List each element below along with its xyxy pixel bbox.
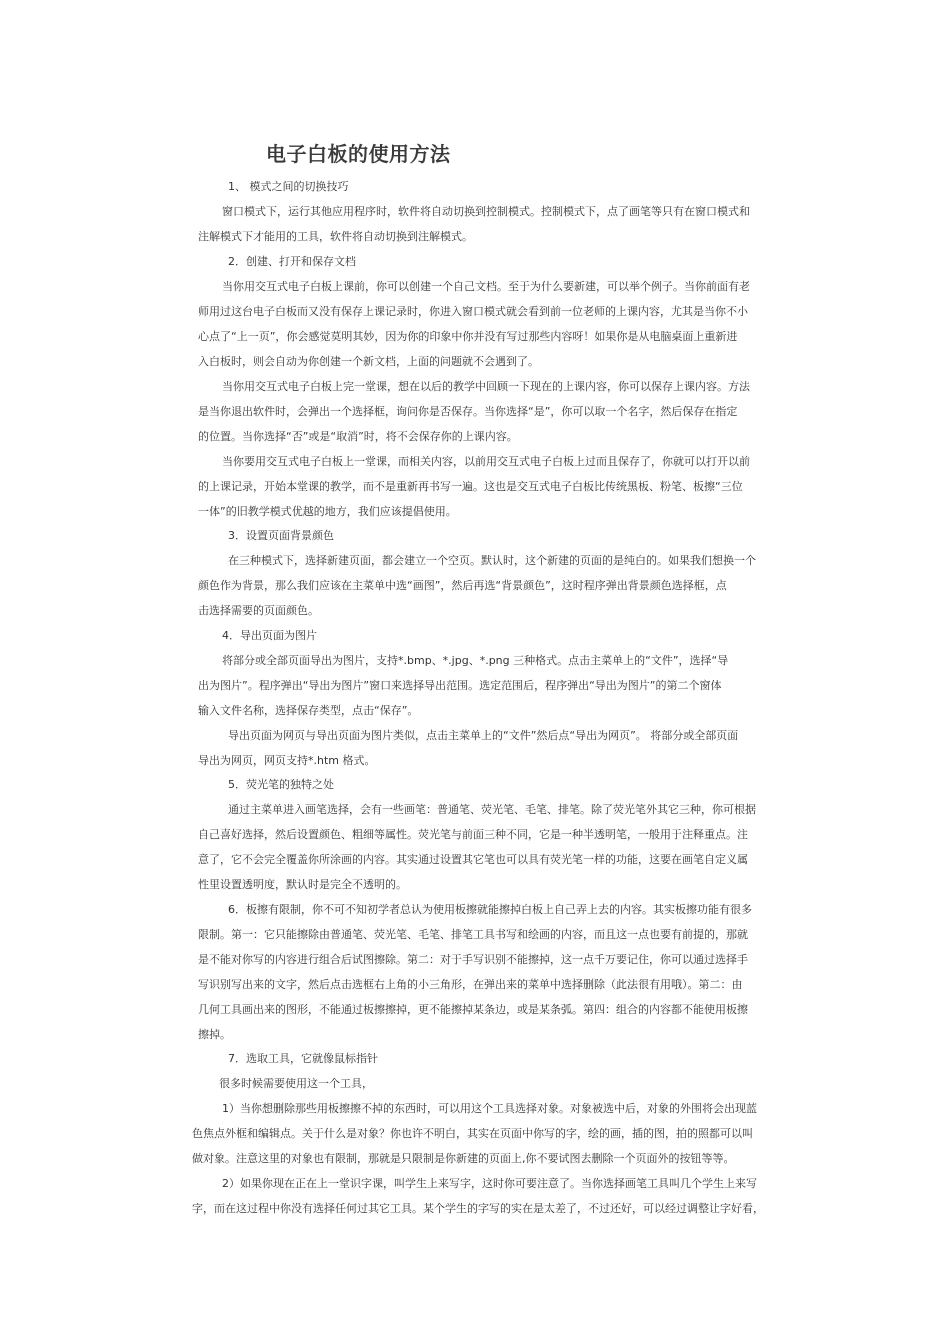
paragraph-line: 1）当你想删除那些用板擦擦不掉的东西时，可以用这个工具选择对象。对象被选中后，对象的外围将会出现蓝 [222,1102,757,1115]
paragraph-line: 导出页面为网页与导出页面为图片类似，点击主菜单上的“文件”然后点“导出为网页”。 将部分或全部页面 [228,729,739,742]
paragraph-line: 的位置。当你选择“否”或是“取消”时，将不会保存你的上课内容。 [198,430,518,443]
paragraph-line: 在三种模式下，选择新建页面，都会建立一个空页。默认时，这个新建的页面的是纯白的。如果我们想换一个 [228,554,756,567]
paragraph-line: 意了，它不会完全覆盖你所涂画的内容。其实通过设置其它笔也可以具有荧光笔一样的功能，这要在画笔自定义属 [198,853,748,866]
heading-2: 2．创建、打开和保存文档 [228,255,356,268]
heading-5: 5．荧光笔的独特之处 [228,778,334,791]
heading-3: 3．设置页面背景颜色 [228,529,334,542]
paragraph-line: 当你用交互式电子白板上课前，你可以创建一个自己文档。至于为什么要新建，可以举个例子。当你前面有老 [222,280,750,293]
paragraph-line: 师用过这台电子白板而又没有保存上课记录时，你进入窗口模式就会看到前一位老师的上课内容，尤其是当你不小 [198,305,748,318]
paragraph-line: 将部分或全部页面导出为图片，支持*.bmp、*.jpg、*.png 三种格式。点击主菜单上的“文件”，选择“导 [222,654,729,667]
paragraph-line: 当你用交互式电子白板上完一堂课，想在以后的教学中回顾一下现在的上课内容，你可以保存上课内容。方法 [222,380,750,393]
paragraph-line: 颜色作为背景，那么我们应该在主菜单中选“画图”，然后再选“背景颜色”，这时程序弹出背景颜色选择框，点 [198,579,727,592]
paragraph-line: 很多时候需要使用这一个工具， [219,1077,373,1090]
paragraph-line: 一体”的旧教学模式优越的地方，我们应该提倡使用。 [198,505,457,518]
paragraph-line: 导出为网页，网页支持*.htm 格式。 [198,754,376,767]
heading-1: 1、 模式之间的切换技巧 [228,180,349,193]
paragraph-line: 自己喜好选择，然后设置颜色、粗细等属性。荧光笔与前面三种不同，它是一种半透明笔，一般用于注释重点。注 [198,828,748,841]
paragraph-line: 擦掉。 [198,1028,231,1041]
paragraph-line: 是当你退出软件时，会弹出一个选择框，询问你是否保存。当你选择“是”，你可以取一个名字，然后保存在指定 [198,405,738,418]
paragraph-line: 字，而在这过程中你没有选择任何过其它工具。某个学生的字写的实在是太差了，不过还好，可以经过调整让字好看， [192,1202,764,1215]
paragraph-line: 输入文件名称，选择保存类型，点击“保存”。 [198,704,419,717]
paragraph-line: 色焦点外框和编辑点。关于什么是对象？你也许不明白，其实在页面中你写的字，绘的画，插的图，拍的照都可以叫 [192,1127,753,1140]
paragraph-line: 做对象。注意这里的对象也有限制，那就是只限制是你新建的页面上,你不要试图去删除一个页面外的按钮等等。 [192,1152,735,1165]
paragraph-line: 是不能对你写的内容进行组合后试图擦除。第二：对于手写识别不能擦掉，这一点千万要记住，你可以通过选择手 [198,953,748,966]
paragraph-line: 写识别写出来的文字，然后点击选框右上角的小三角形，在弹出来的菜单中选择删除（此法很有用哦）。第二：由 [198,978,743,991]
paragraph-line: 2）如果你现在正在上一堂识字课，叫学生上来写字，这时你可要注意了。当你选择画笔工具叫几个学生上来写 [222,1177,757,1190]
paragraph-line: 的上课记录，开始本堂课的教学，而不是重新再书写一遍。这也是交互式电子白板比传统黑板、粉笔、板擦“三位 [198,480,743,493]
paragraph-line: 入白板时，则会自动为你创建一个新文档，上面的问题就不会遇到了。 [198,355,539,368]
paragraph-line: 心点了“上一页”，你会感觉莫明其妙，因为你的印象中你并没有写过那些内容呀！如果你是从电脑桌面上重新进 [198,330,738,343]
document-title: 电子白板的使用方法 [266,142,451,166]
paragraph-line: 出为图片”。程序弹出“导出为图片”窗口来选择导出范围。选定范围后，程序弹出“导出为图片”的第二个窗体 [198,679,722,692]
heading-4: 4．导出页面为图片 [222,629,317,642]
paragraph-line: 注解模式下才能用的工具，软件将自动切换到注解模式。 [198,230,473,243]
paragraph-line: 当你要用交互式电子白板上一堂课，而相关内容，以前用交互式电子白板上过而且保存了，你就可以打开以前 [222,455,750,468]
paragraph-line: 通过主菜单进入画笔选择，会有一些画笔：普通笔、荧光笔、毛笔、排笔。除了荧光笔外其它三种，你可根据 [228,803,756,816]
heading-7: 7．选取工具，它就像鼠标指针 [228,1052,378,1065]
paragraph-line: 限制。第一：它只能擦除由普通笔、荧光笔、毛笔、排笔工具书写和绘画的内容，而且这一点也要有前提的，那就 [198,928,748,941]
paragraph-line: 几何工具画出来的图形，不能通过板擦擦掉，更不能擦掉某条边，或是某条弧。第四：组合的内容都不能使用板擦 [198,1003,748,1016]
paragraph-line: 击选择需要的页面颜色。 [198,604,319,617]
paragraph-line: 窗口模式下，运行其他应用程序时，软件将自动切换到控制模式。控制模式下，点了画笔等只有在窗口模式和 [222,205,750,218]
paragraph-line: 性里设置透明度，默认时是完全不透明的。 [198,878,407,891]
heading-6: 6．板擦有限制，你不可不知初学者总认为使用板擦就能擦掉白板上自己弄上去的内容。其实板擦功能有很多 [228,903,752,916]
